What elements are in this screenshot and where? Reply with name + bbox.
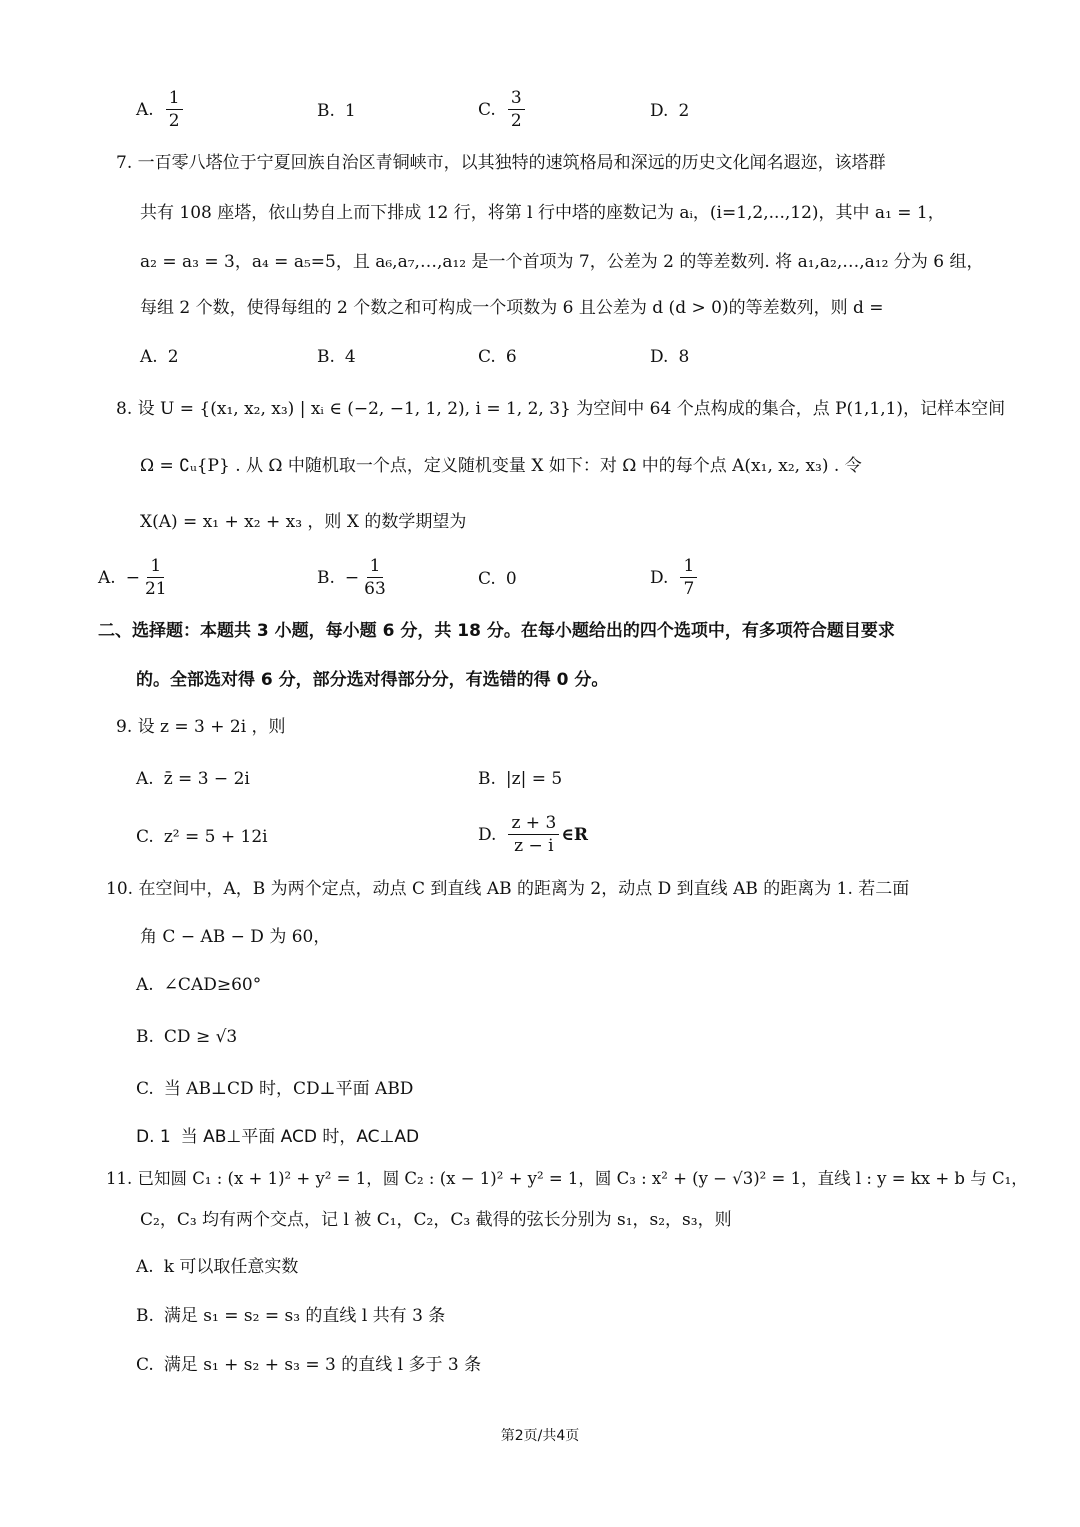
- q9-option-b: B. |z| = 5: [478, 769, 563, 789]
- fraction: $\frac{1}{7}$: [680, 558, 697, 598]
- q7-line-3: a₂ = a₃ = 3，a₄ = a₅=5，且 a₆,a₇,…,a₁₂ 是一个首项为 7，公差为 2 的等差数列. 将 a₁,a₂,…,a₁₂ 分为 6 组，: [140, 252, 984, 272]
- q10-option-c: C. 当 AB⊥CD 时，CD⊥平面 ABD: [136, 1079, 414, 1099]
- fraction: $\frac{1}{21}$: [144, 556, 167, 599]
- q8-option-c: C. 0: [478, 569, 517, 589]
- q10-option-a: A. ∠CAD≥60°: [136, 975, 262, 995]
- q11-option-a: A. k 可以取任意实数: [136, 1257, 299, 1277]
- q8-line-2: Ω = ∁ᵤ{P} . 从 Ω 中随机取一个点，定义随机变量 X 如下：对 Ω 中的每个点 A(x₁, x₂, x₃) . 令: [140, 456, 862, 476]
- q8-line-1: 8. 设 U = {(x₁, x₂, x₃) | xᵢ ∈ (−2, −1, 1, 2), i = 1, 2, 3} 为空间中 64 个点构成的集合，点 P(1,1,1)，记样本空间: [116, 399, 1006, 419]
- fraction: $\frac{1}{63}$: [364, 556, 386, 599]
- q10-line-2: 角 C − AB − D 为 60，: [140, 927, 331, 947]
- q6-option-c: C. $\frac{3}{2}$: [478, 90, 527, 130]
- q7-option-a: A. 2: [140, 347, 179, 367]
- q7-line-1: 7. 一百零八塔位于宁夏回族自治区青铜峡市，以其独特的速筑格局和深远的历史文化闻名遐迩，该塔群: [116, 153, 886, 173]
- q7-line-2: 共有 108 座塔，依山势自上而下排成 12 行，将第 l 行中塔的座数记为 aᵢ，(i=1,2,...,12)，其中 a₁ = 1，: [140, 203, 945, 223]
- fraction: $\frac{1}{2}$: [166, 90, 183, 130]
- q9-option-c: C. z² = 5 + 12i: [136, 827, 268, 847]
- q11-option-c: C. 满足 s₁ + s₂ + s₃ = 3 的直线 l 多于 3 条: [136, 1355, 482, 1375]
- q8-option-d: D. $\frac{1}{7}$: [650, 558, 699, 598]
- q7-line-4: 每组 2 个数，使得每组的 2 个数之和可构成一个项数为 6 且公差为 d (d > 0)的等差数列，则 d =: [140, 298, 884, 318]
- q9-stem: 9. 设 z = 3 + 2i ，则: [116, 717, 286, 737]
- q8-line-3: X(A) = x₁ + x₂ + x₃ ，则 X 的数学期望为: [140, 512, 467, 532]
- q6-option-b: B. 1: [317, 101, 356, 121]
- page-number: 第2页/共4页: [500, 1428, 580, 1444]
- q11-line-1: 11. 已知圆 C₁ : (x + 1)² + y² = 1，圆 C₂ : (x − 1)² + y² = 1，圆 C₃ : x² + (y − √3)² = 1，直线 l : y = kx + b 与 C₁，: [106, 1169, 1028, 1188]
- q8-option-a: A. − $\frac{1}{21}$: [98, 558, 172, 598]
- q7-option-d: D. 8: [650, 347, 690, 367]
- q7-option-b: B. 4: [317, 347, 356, 367]
- q6-option-d: D. 2: [650, 101, 690, 121]
- q10-option-d: D. 1 当 AB⊥平面 ACD 时，AC⊥AD: [136, 1127, 420, 1147]
- fraction: $\frac{3}{2}$: [508, 90, 525, 130]
- q11-line-2: C₂，C₃ 均有两个交点，记 l 被 C₁，C₂，C₃ 截得的弦长分别为 s₁，s₂，s₃，则: [140, 1210, 732, 1230]
- q9-option-a: A. z̄ = 3 − 2i: [136, 769, 250, 789]
- q9-option-d: D. $\frac{z + 3}{z - i}$ ∈R: [478, 813, 588, 856]
- q11-option-b: B. 满足 s₁ = s₂ = s₃ 的直线 l 共有 3 条: [136, 1306, 446, 1326]
- section-heading-line-2: 的。全部选对得 6 分，部分选对得部分分，有选错的得 0 分。: [136, 670, 609, 690]
- fraction: $\frac{z + 3}{z - i}$: [508, 815, 559, 855]
- section-heading-line-1: 二、选择题：本题共 3 小题，每小题 6 分，共 18 分。在每小题给出的四个选项中，有多项符合题目要求: [98, 621, 895, 641]
- q10-line-1: 10. 在空间中，A，B 为两个定点，动点 C 到直线 AB 的距离为 2，动点 D 到直线 AB 的距离为 1. 若二面: [106, 879, 910, 899]
- q10-option-b: B. CD ≥ √3: [136, 1027, 238, 1047]
- q6-option-a: A. $\frac{1}{2}$: [136, 90, 185, 130]
- q8-option-b: B. − $\frac{1}{63}$: [317, 558, 391, 598]
- q7-option-c: C. 6: [478, 347, 517, 367]
